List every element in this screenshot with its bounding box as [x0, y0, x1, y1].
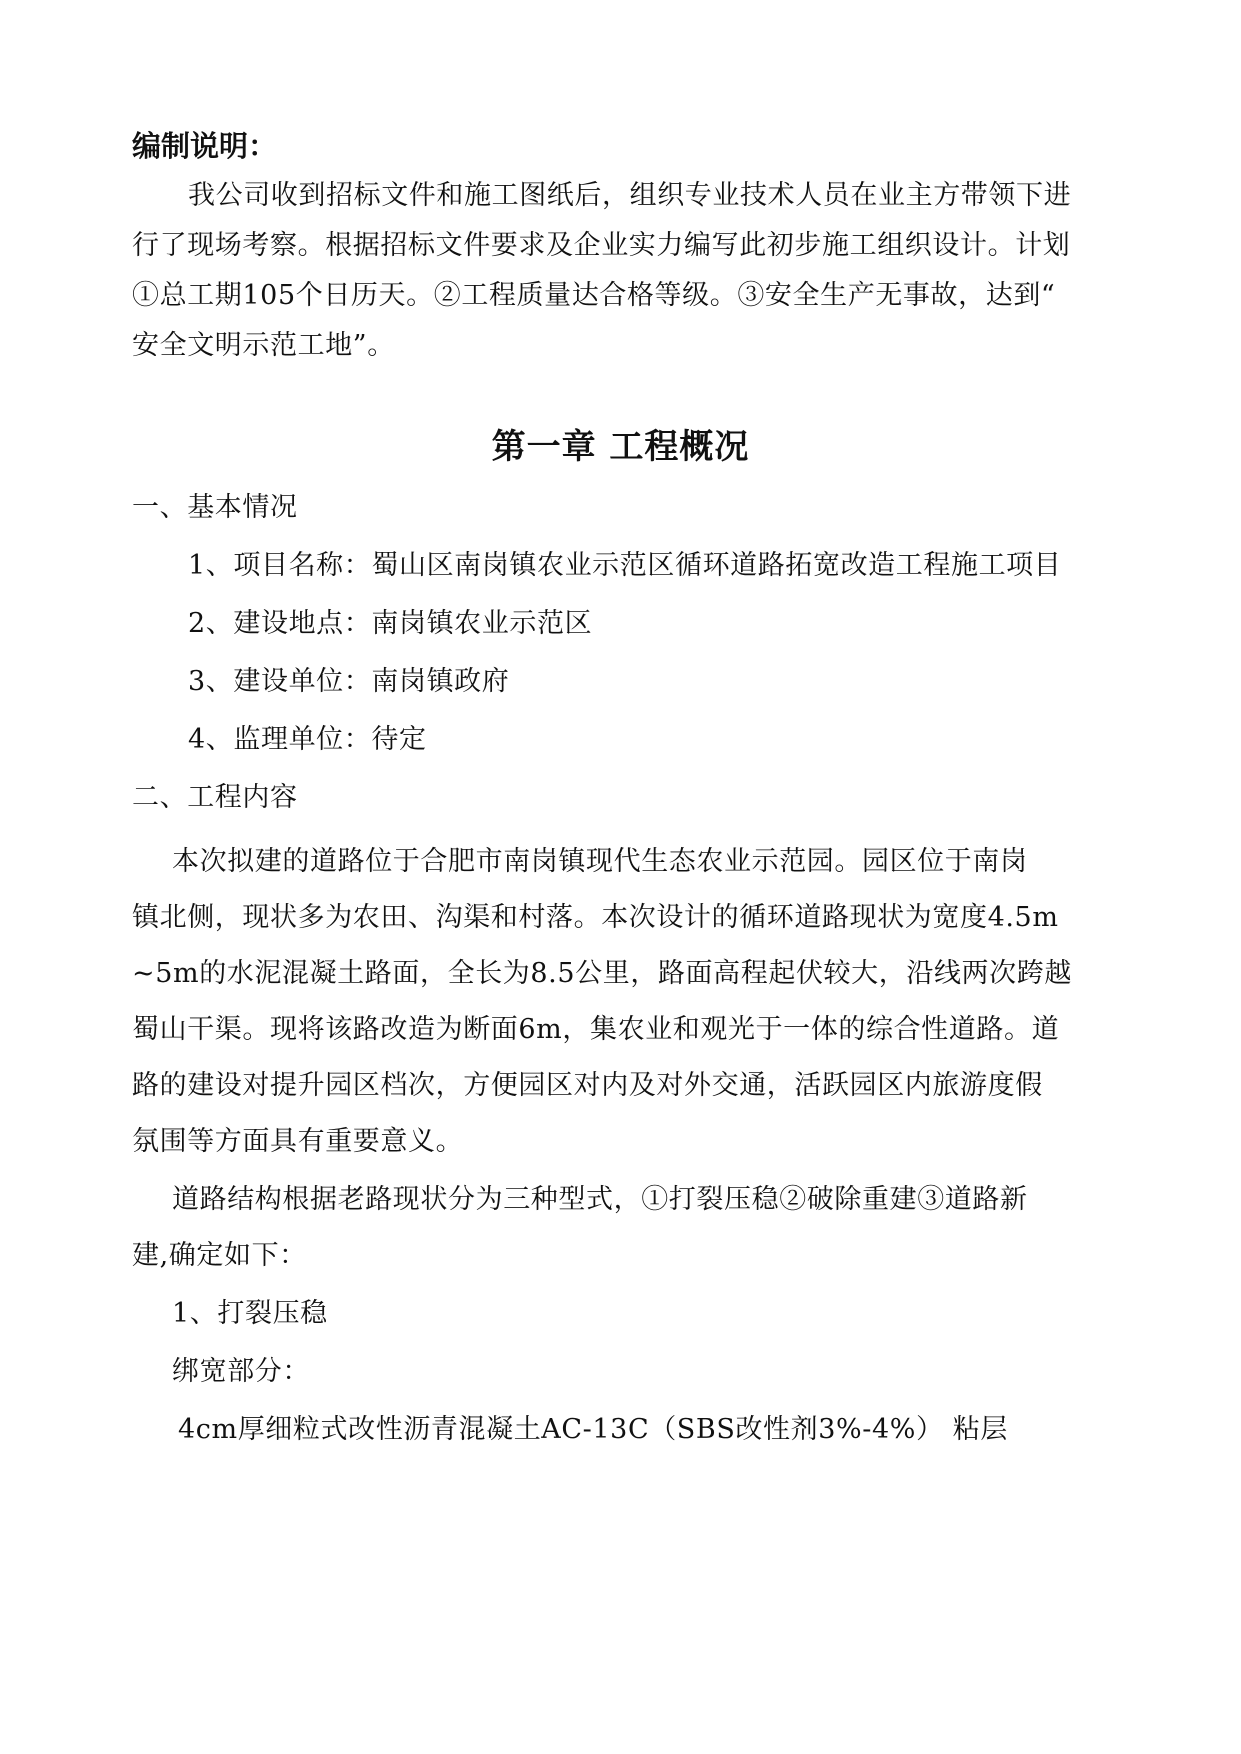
content-line-4: 蜀山干渠。现将该路改造为断面6m，集农业和观光于一体的综合性道路。道 — [132, 1014, 1060, 1045]
basic-info-item: 3、建设单位：南岗镇政府 — [188, 666, 510, 697]
content-line-5: 路的建设对提升园区档次，方便园区对内及对外交通，活跃园区内旅游度假 — [132, 1070, 1043, 1101]
section2-title: 二、工程内容 — [132, 782, 298, 813]
layer-line: 4cm厚细粒式改性沥青混凝土AC-13C（SBS改性剂3%-4%） 粘层 — [178, 1414, 1009, 1445]
content-line-6: 氛围等方面具有重要意义。 — [132, 1126, 464, 1157]
content-line-2: 镇北侧，现状多为农田、沟渠和村落。本次设计的循环道路现状为宽度4.5m — [132, 902, 1059, 933]
section1-title: 一、基本情况 — [132, 492, 298, 523]
widen-label: 绑宽部分： — [172, 1356, 310, 1387]
preface-heading: 编制说明： — [132, 129, 278, 163]
preface-line-2: 行了现场考察。根据招标文件要求及企业实力编写此初步施工组织设计。计划 — [132, 230, 1071, 261]
preface-line-1: 我公司收到招标文件和施工图纸后，组织专业技术人员在业主方带领下进 — [188, 180, 1072, 211]
preface-line-4: 安全文明示范工地”。 — [132, 330, 395, 361]
structure-line-1: 道路结构根据老路现状分为三种型式，①打裂压稳②破除重建③道路新 — [172, 1184, 1028, 1215]
basic-info-item: 2、建设地点：南岗镇农业示范区 — [188, 608, 593, 639]
basic-info-item: 4、监理单位：待定 — [188, 724, 427, 755]
structure-line-2: 建,确定如下： — [132, 1240, 307, 1271]
preface-line-3: ①总工期105个日历天。②工程质量达合格等级。③安全生产无事故，达到“ — [132, 280, 1056, 311]
content-line-1: 本次拟建的道路位于合肥市南岗镇现代生态农业示范园。园区位于南岗 — [172, 846, 1028, 877]
content-line-3: ~5m的水泥混凝土路面，全长为8.5公里，路面高程起伏较大，沿线两次跨越 — [132, 958, 1072, 989]
subsection-title: 1、打裂压稳 — [172, 1298, 328, 1329]
basic-info-item: 1、项目名称：蜀山区南岗镇农业示范区循环道路拓宽改造工程施工项目 — [188, 550, 1062, 581]
chapter-title: 第一章 工程概况 — [491, 427, 750, 467]
